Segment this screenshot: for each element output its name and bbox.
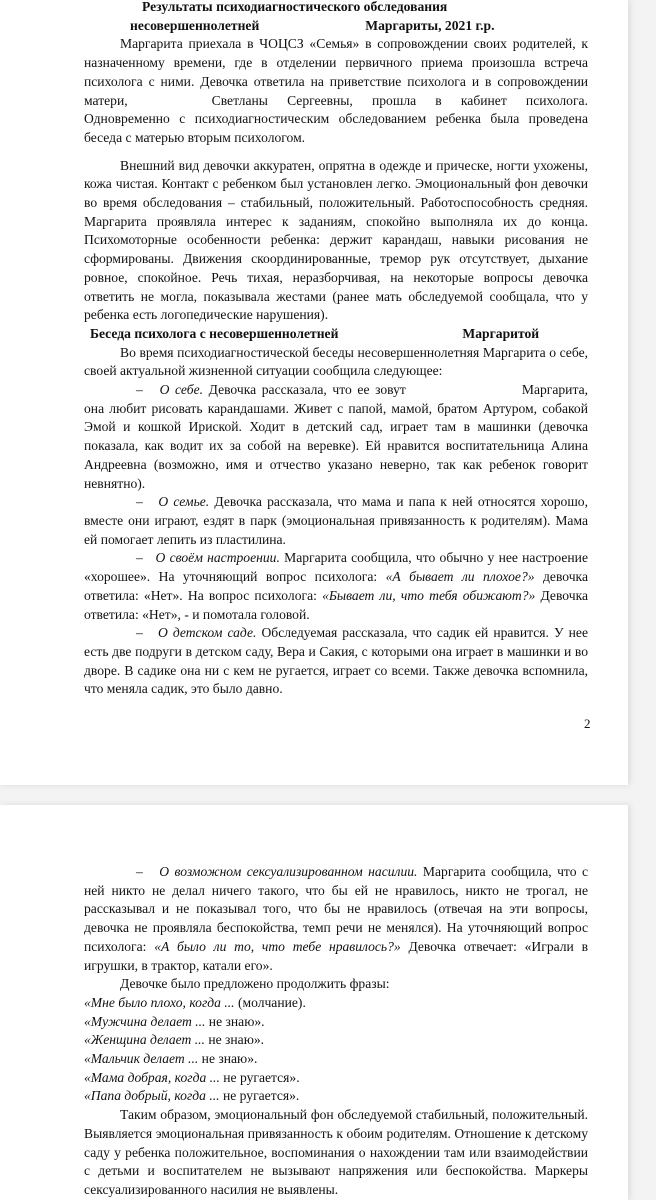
conversation-intro-paragraph: Во время психодиагностической беседы несовершеннолетняя Маргарита о себе, своей актуальной жизненной ситуации сообщила следующее: bbox=[84, 344, 588, 379]
phrase-item: «Мужчина делает ... не знаю». bbox=[84, 1013, 265, 1029]
document-title-line-2 bbox=[84, 17, 588, 36]
phrase-item: «Мальчик делает ... не знаю». bbox=[84, 1051, 258, 1067]
page-1-content bbox=[84, 0, 588, 699]
phrase-item: «Мне было плохо, когда ... (молчание). bbox=[84, 994, 306, 1010]
title-subject-name: Маргариты, 2021 г.р. bbox=[365, 17, 495, 33]
phrase-item: «Папа добрый, когда ... не ругается». bbox=[84, 1088, 300, 1104]
phrases-intro: Девочке было предложено продолжить фразы: bbox=[120, 976, 390, 992]
appearance-paragraph: Внешний вид девочки аккуратен, опрятна в одежде и прическе, ногти ухожены, кожа чистая. Контакт с ребенком был установлен легко. Эмоциональный фон девочки во время обследования – стабильный, положительный. Работоспособность средняя. Маргарита проявляла интерес к заданиям, спокойно выполняла их до конца. Психомоторные особенности ребенка: держит карандаш, навыки рисования не сформированы. Движения скоординированные, тремор рук отсутствует, дыхание ровное, спокойное. Речь тихая, неразборчивая, на некоторые вопросы девочка ответить не могла, показывала жестами (ранее мать обследуемой сообщала, что у ребенка есть логопедические нарушения). bbox=[84, 157, 588, 323]
about-abuse-item: – О возможном сексуализированном насилии. Маргарита сообщила, что с ней никто не делал ничего такого, что бы ей не нравилось, никто не трогал, не рассказывал и не показывал того, что бы не нравилось (отвечая на эти вопросы, девочка не проявляла беспокойства, темп речи не менялся). На уточняющий вопрос психолога: «А было ли то, что тебе нравилось?» Девочка отвечает: «Играли в игрушки, в трактор, катали его». bbox=[84, 864, 588, 973]
about-mood-item: – О своём настроении. Маргарита сообщила, что обычно у нее настроение «хорошее». На уточняющий вопрос психолога: «А бывает ли плохое?» девочка ответила: «Нет». На вопрос психолога: «Бывает ли, что тебя обижают?» Девочка ответила: «Нет», - и помотала головой. bbox=[84, 550, 588, 622]
document-page-2 bbox=[0, 805, 628, 1200]
about-kindergarten-item: – О детском саде. Обследуемая рассказала, что садик ей нравится. У нее есть две подруги в детском саду, Вера и Сакия, с которыми она играет в машинки и во дворе. В садике она ни с кем не ругается, играет со всеми. Также девочка вспомнила, что меняла садик, это было давно. bbox=[84, 625, 588, 697]
page-2-content bbox=[84, 863, 588, 1200]
about-family-item: – О семье. Девочка рассказала, что мама и папа к ней относятся хорошо, вместе они играют, ездят в парк (эмоциональная привязанность к родителям). Мама ей помогает лепить из пластилина. bbox=[84, 494, 589, 547]
phrases-list bbox=[84, 994, 588, 1106]
conclusion-paragraph: Таким образом, эмоциональный фон обследуемой стабильный, положительный. Выявляется эмоциональная привязанность к обоим родителям. Отношение к детскому саду у ребенка положительное, воспоминания о нахождении там или взаимодействии с детьми и воспитателем не вызывают напряжения или беспокойства. Маркеры сексуализированного насилия не выявлены. bbox=[84, 1107, 588, 1197]
page-number: 2 bbox=[584, 716, 591, 731]
about-self-item: – О себе. Девочка рассказала, что ее зовут Маргарита, она любит рисовать карандашами. Живет с папой, мамой, братом Артуром, собакой Эмой и кошкой Ириской. Ходит в детский сад, играет там в машинки (девочка показала, как водит их за собой на веревке). Ей нравится воспитательница Алина Андреевна (возможно, имя и отчество указано неверно, так как ребенок говорит невнятно). bbox=[84, 382, 588, 491]
phrase-item: «Мама добрая, когда ... не ругается». bbox=[84, 1069, 300, 1085]
title-subject-label: несовершеннолетней bbox=[130, 17, 260, 33]
document-title-line-1: Результаты психодиагностического обследования bbox=[142, 0, 448, 14]
conversation-heading: Беседа психолога с несовершеннолетней Маргаритой bbox=[90, 325, 540, 341]
intro-paragraph: Маргарита приехала в ЧОЦСЗ «Семья» в сопровождении своих родителей, к назначенному времени, где в отделении первичного приема произошла встреча психолога с ними. Девочка ответила на приветствие психолога и в сопровождении матери, Светланы Сергеевны, прошла в кабинет психолога. Одновременно с психодиагностическим обследованием ребенка была проведена беседа с матерью вторым психологом. bbox=[84, 36, 588, 145]
phrase-item: «Женщина делает ... не знаю». bbox=[84, 1032, 265, 1048]
